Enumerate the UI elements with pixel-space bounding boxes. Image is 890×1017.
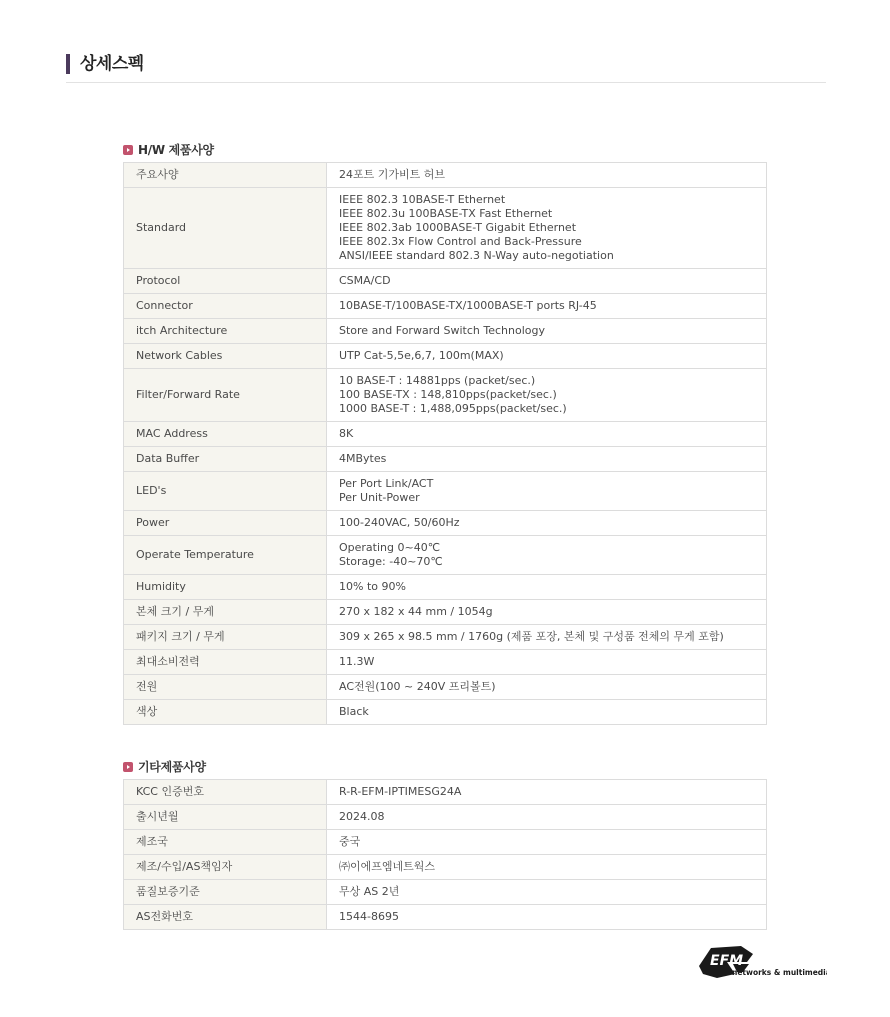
spec-value-line: 중국	[339, 835, 361, 848]
page-title-bar	[66, 54, 70, 74]
efm-logo-mark-icon	[697, 944, 827, 980]
spec-value	[327, 625, 767, 650]
spec-label: AS전화번호	[124, 905, 327, 930]
hw-spec-row	[124, 511, 767, 536]
etc-spec-table	[123, 779, 767, 930]
hw-spec-title: H/W 제품사양	[138, 143, 214, 157]
page-title: 상세스펙	[80, 54, 144, 74]
spec-value-line: Store and Forward Switch Technology	[339, 324, 545, 337]
hw-spec-row	[124, 269, 767, 294]
hw-spec-heading	[123, 142, 767, 162]
spec-value	[327, 344, 767, 369]
spec-label: Data Buffer	[124, 447, 327, 472]
spec-value-line: 무상 AS 2년	[339, 885, 400, 898]
spec-value-line: 10BASE-T/100BASE-TX/1000BASE-T ports RJ-45	[339, 299, 597, 312]
spec-value	[327, 650, 767, 675]
spec-label: 전원	[124, 675, 327, 700]
spec-label: 품질보증기준	[124, 880, 327, 905]
spec-value-line: 24포트 기가비트 허브	[339, 168, 445, 181]
spec-value-line: CSMA/CD	[339, 274, 391, 287]
spec-value-line: 8K	[339, 427, 354, 440]
spec-value-line: IEEE 802.3x Flow Control and Back-Pressure	[339, 235, 582, 248]
spec-label: 제조국	[124, 830, 327, 855]
spec-label: Protocol	[124, 269, 327, 294]
spec-value-line: UTP Cat-5,5e,6,7, 100m(MAX)	[339, 349, 504, 362]
hw-spec-row	[124, 344, 767, 369]
hw-spec-row	[124, 369, 767, 422]
spec-value	[327, 511, 767, 536]
spec-value	[327, 188, 767, 269]
spec-label: 본체 크기 / 무게	[124, 600, 327, 625]
hw-spec-row	[124, 188, 767, 269]
spec-value	[327, 269, 767, 294]
etc-spec-row	[124, 905, 767, 930]
spec-label: 주요사양	[124, 163, 327, 188]
hw-spec-row	[124, 700, 767, 725]
hw-spec-table	[123, 162, 767, 725]
spec-label: Network Cables	[124, 344, 327, 369]
page-header	[66, 52, 826, 83]
spec-value-line: 1544-8695	[339, 910, 399, 923]
hw-spec-row	[124, 575, 767, 600]
logo-tagline: networks & multimedia	[732, 968, 827, 977]
spec-value-line: 309 x 265 x 98.5 mm / 1760g (제품 포장, 본체 및 구성품 전체의 무게 포함)	[339, 630, 724, 643]
spec-label: itch Architecture	[124, 319, 327, 344]
spec-value	[327, 575, 767, 600]
hw-spec-row	[124, 600, 767, 625]
etc-spec-row	[124, 805, 767, 830]
spec-value-line: 1000 BASE-T : 1,488,095pps(packet/sec.)	[339, 402, 567, 415]
spec-value-line: 4MBytes	[339, 452, 387, 465]
spec-label: MAC Address	[124, 422, 327, 447]
hw-spec-section	[123, 142, 767, 725]
efm-logo	[697, 944, 827, 980]
spec-value-line: 270 x 182 x 44 mm / 1054g	[339, 605, 493, 618]
spec-value	[327, 536, 767, 575]
spec-value-line: ANSI/IEEE standard 802.3 N-Way auto-negotiation	[339, 249, 614, 262]
spec-value	[327, 472, 767, 511]
spec-label: Connector	[124, 294, 327, 319]
spec-value	[327, 294, 767, 319]
spec-value	[327, 600, 767, 625]
spec-value-line: ㈜이에프엠네트웍스	[339, 860, 436, 873]
spec-label: Power	[124, 511, 327, 536]
spec-value	[327, 675, 767, 700]
spec-value-line: R-R-EFM-IPTIMESG24A	[339, 785, 462, 798]
spec-label: 색상	[124, 700, 327, 725]
spec-value	[327, 880, 767, 905]
etc-spec-row	[124, 830, 767, 855]
spec-value-line: Black	[339, 705, 369, 718]
spec-value-line: 10 BASE-T : 14881pps (packet/sec.)	[339, 374, 536, 387]
spec-label: KCC 인증번호	[124, 780, 327, 805]
spec-label: Humidity	[124, 575, 327, 600]
spec-value	[327, 163, 767, 188]
hw-spec-row	[124, 472, 767, 511]
hw-spec-row	[124, 675, 767, 700]
spec-value-line: 10% to 90%	[339, 580, 406, 593]
spec-value-line: AC전원(100 ~ 240V 프리볼트)	[339, 680, 496, 693]
etc-spec-row	[124, 855, 767, 880]
spec-value-line: Operating 0~40℃	[339, 541, 441, 554]
hw-spec-row	[124, 163, 767, 188]
spec-value	[327, 369, 767, 422]
spec-label: 패키지 크기 / 무게	[124, 625, 327, 650]
etc-spec-row	[124, 780, 767, 805]
hw-spec-row	[124, 294, 767, 319]
spec-label: 최대소비전력	[124, 650, 327, 675]
hw-spec-row	[124, 319, 767, 344]
spec-value-line: 11.3W	[339, 655, 375, 668]
spec-value-line: Per Unit-Power	[339, 491, 420, 504]
etc-spec-title: 기타제품사양	[138, 760, 206, 774]
spec-label: 제조/수입/AS책임자	[124, 855, 327, 880]
spec-value	[327, 447, 767, 472]
spec-value-line: 100-240VAC, 50/60Hz	[339, 516, 460, 529]
spec-value-line: 2024.08	[339, 810, 385, 823]
spec-value	[327, 855, 767, 880]
spec-value	[327, 319, 767, 344]
spec-value	[327, 700, 767, 725]
etc-spec-heading	[123, 759, 767, 779]
spec-value-line: IEEE 802.3u 100BASE-TX Fast Ethernet	[339, 207, 553, 220]
spec-label: Filter/Forward Rate	[124, 369, 327, 422]
spec-value	[327, 780, 767, 805]
spec-value-line: IEEE 802.3ab 1000BASE-T Gigabit Ethernet	[339, 221, 577, 234]
spec-value-line: Per Port Link/ACT	[339, 477, 434, 490]
hw-spec-row	[124, 625, 767, 650]
spec-value-line: Storage: -40~70℃	[339, 555, 443, 568]
hw-spec-row	[124, 422, 767, 447]
spec-label: Standard	[124, 188, 327, 269]
hw-spec-row	[124, 447, 767, 472]
spec-value	[327, 422, 767, 447]
hw-spec-row	[124, 650, 767, 675]
etc-spec-section	[123, 759, 767, 930]
hw-spec-row	[124, 536, 767, 575]
spec-value	[327, 805, 767, 830]
bullet-icon	[123, 145, 133, 155]
spec-label: Operate Temperature	[124, 536, 327, 575]
bullet-icon	[123, 762, 133, 772]
spec-label: LED's	[124, 472, 327, 511]
spec-value-line: 100 BASE-TX : 148,810pps(packet/sec.)	[339, 388, 557, 401]
spec-label: 출시년월	[124, 805, 327, 830]
spec-value-line: IEEE 802.3 10BASE-T Ethernet	[339, 193, 506, 206]
logo-mark-text: EFM	[710, 953, 744, 969]
spec-value	[327, 830, 767, 855]
spec-value	[327, 905, 767, 930]
etc-spec-row	[124, 880, 767, 905]
